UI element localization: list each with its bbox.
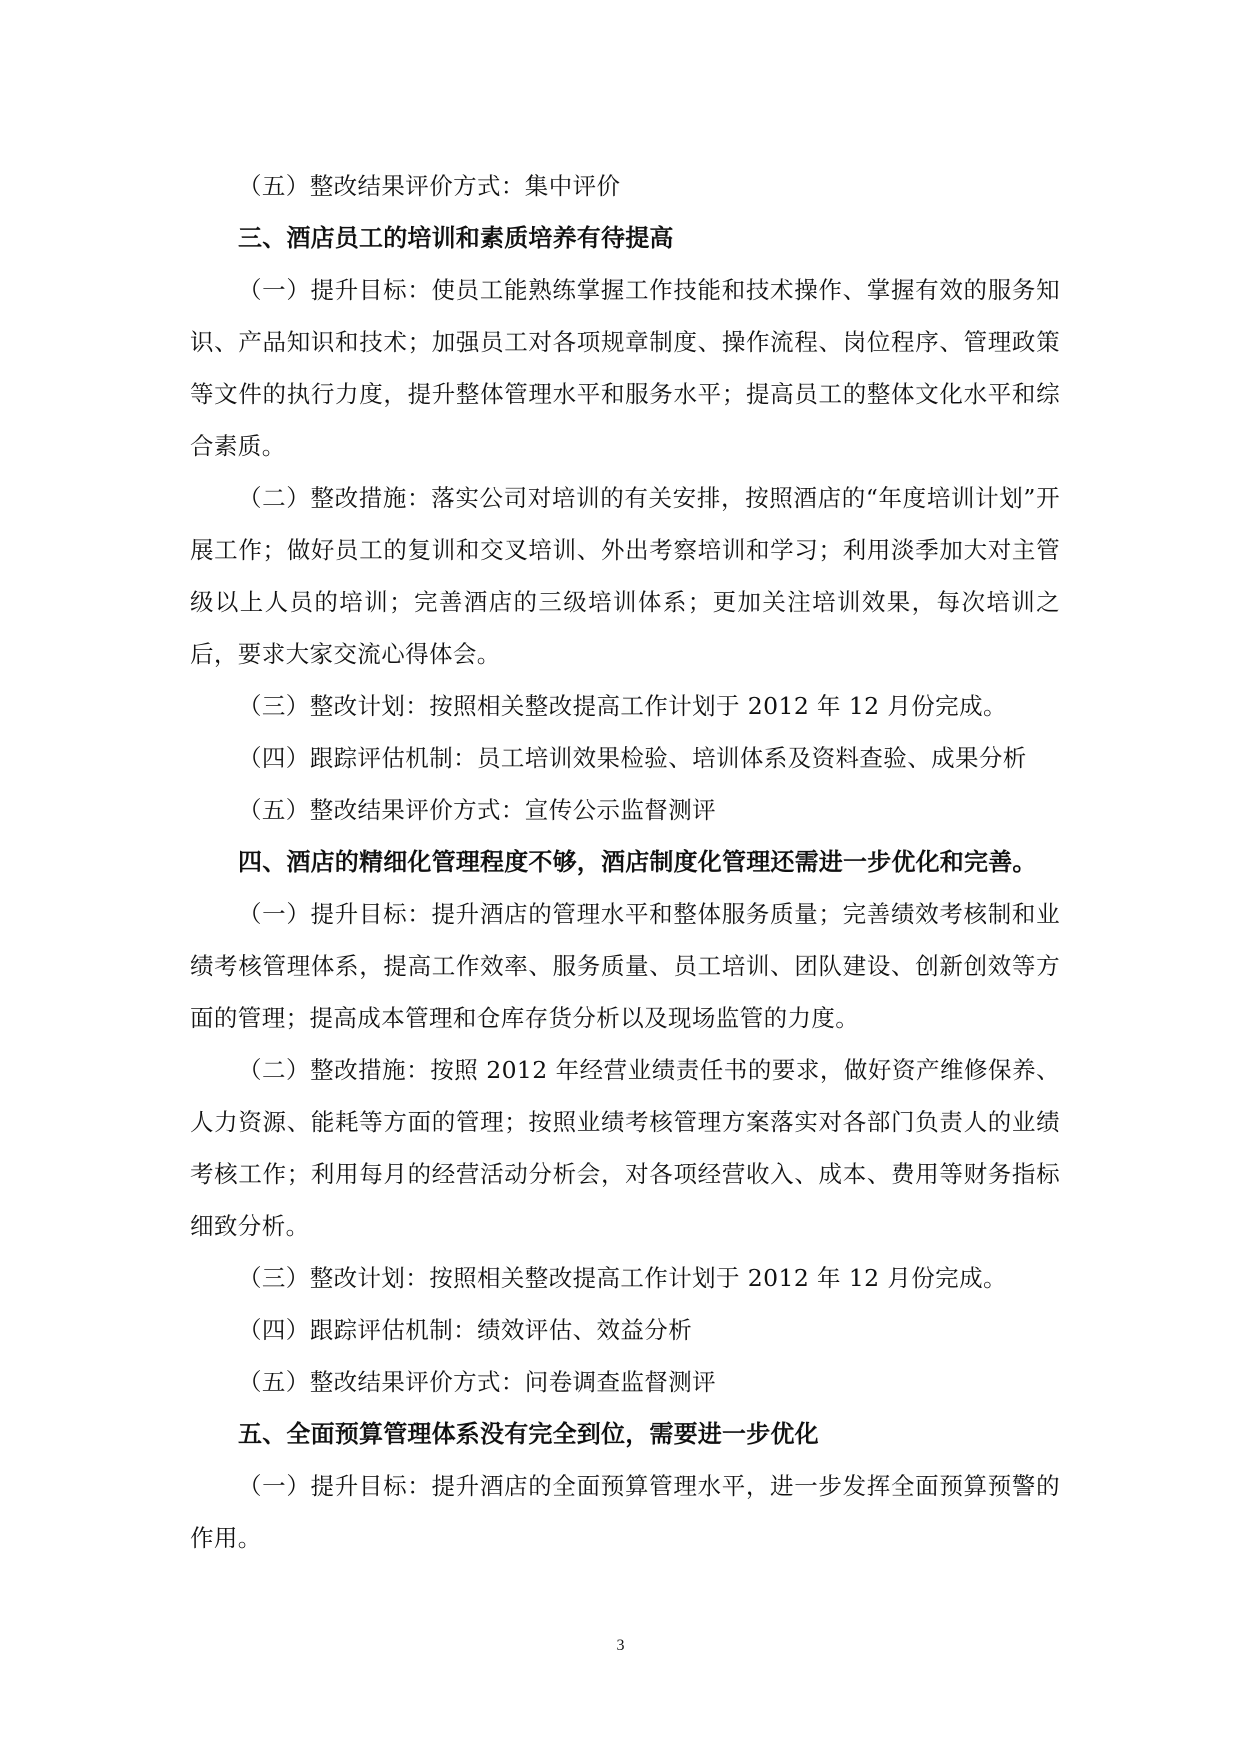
paragraph: （三）整改计划：按照相关整改提高工作计划于 2012 年 12 月份完成。 <box>238 692 1007 720</box>
paragraph: （四）跟踪评估机制：绩效评估、效益分析 <box>238 1316 693 1344</box>
paragraph: （一）提升目标：提升酒店的全面预算管理水平，进一步发挥全面预算预警的作用。 <box>190 1472 1060 1552</box>
section-heading: 五、全面预算管理体系没有完全到位，需要进一步优化 <box>238 1419 819 1448</box>
paragraph: （一）提升目标：使员工能熟练掌握工作技能和技术操作、掌握有效的服务知识、产品知识和技术；加强员工对各项规章制度、操作流程、岗位程序、管理政策等文件的执行力度，提升整体管理水平和服务水平；提高员工的整体文化水平和综合素质。 <box>190 276 1060 460</box>
paragraph: （二）整改措施：按照 2012 年经营业绩责任书的要求，做好资产维修保养、人力资源、能耗等方面的管理；按照业绩考核管理方案落实对各部门负责人的业绩考核工作；利用每月的经营活动分析会，对各项经营收入、成本、费用等财务指标细致分析。 <box>190 1056 1060 1240</box>
paragraph: （五）整改结果评价方式：问卷调查监督测评 <box>238 1368 716 1396</box>
page-number: 3 <box>616 1637 625 1654</box>
paragraph: （三）整改计划：按照相关整改提高工作计划于 2012 年 12 月份完成。 <box>238 1264 1007 1292</box>
paragraph: （二）整改措施：落实公司对培训的有关安排，按照酒店的“年度培训计划”开展工作；做好员工的复训和交叉培训、外出考察培训和学习；利用淡季加大对主管级以上人员的培训；完善酒店的三级培训体系；更加关注培训效果，每次培训之后，要求大家交流心得体会。 <box>190 484 1060 668</box>
paragraph: （五）整改结果评价方式：宣传公示监督测评 <box>238 796 716 824</box>
paragraph: （四）跟踪评估机制：员工培训效果检验、培训体系及资料查验、成果分析 <box>238 744 1027 772</box>
document-body <box>190 160 1060 1564</box>
paragraph: （五）整改结果评价方式：集中评价 <box>238 172 621 200</box>
section-heading: 三、酒店员工的培训和素质培养有待提高 <box>238 223 674 252</box>
section-heading: 四、酒店的精细化管理程度不够，酒店制度化管理还需进一步优化和完善。 <box>238 847 1037 876</box>
paragraph: （一）提升目标：提升酒店的管理水平和整体服务质量；完善绩效考核制和业绩考核管理体系，提高工作效率、服务质量、员工培训、团队建设、创新创效等方面的管理；提高成本管理和仓库存货分析以及现场监管的力度。 <box>190 900 1060 1032</box>
